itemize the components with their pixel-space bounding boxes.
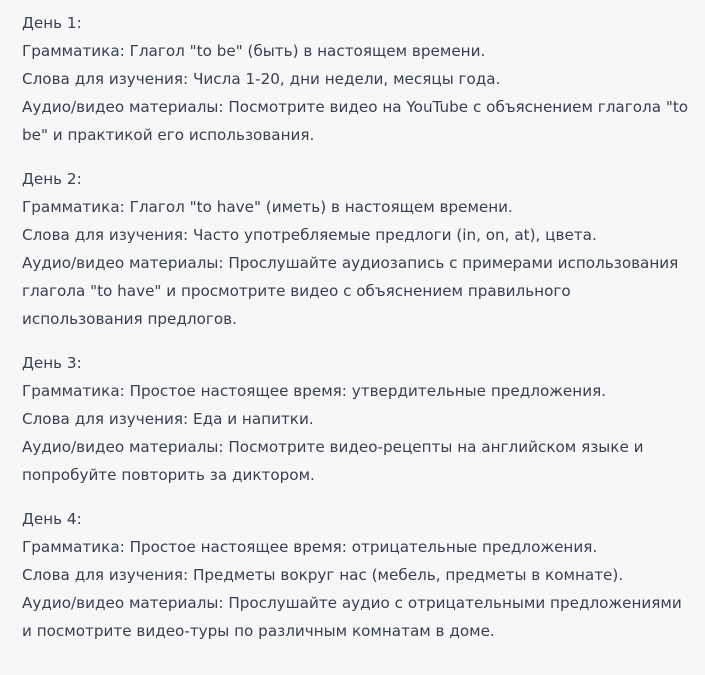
media-line: Аудио/видео материалы: Посмотрите видео-рецепты на английском языке и попробуйте повторить за диктором.	[22, 438, 644, 484]
day-title: День 3:	[22, 354, 82, 372]
media-line: Аудио/видео материалы: Прослушайте аудио с отрицательными предложениями и посмотрите видео-туры по различным комнатам в доме.	[22, 594, 682, 640]
day-title: День 2:	[22, 170, 82, 188]
day-2-block	[22, 165, 695, 333]
grammar-line: Грамматика: Глагол "to have" (иметь) в настоящем времени.	[22, 198, 513, 216]
message-content	[22, 9, 695, 661]
vocabulary-line: Слова для изучения: Числа 1-20, дни недели, месяцы года.	[22, 70, 501, 88]
day-4-block	[22, 505, 695, 645]
vocabulary-line: Слова для изучения: Еда и напитки.	[22, 410, 314, 428]
media-line: Аудио/видео материалы: Прослушайте аудиозапись с примерами использования глагола "to have" и просмотрите видео с объяснением правильного использования предлогов.	[22, 254, 679, 328]
day-title: День 4:	[22, 510, 82, 528]
vocabulary-line: Слова для изучения: Предметы вокруг нас (мебель, предметы в комнате).	[22, 566, 624, 584]
day-3-block	[22, 349, 695, 489]
vocabulary-line: Слова для изучения: Часто употребляемые предлоги (in, on, at), цвета.	[22, 226, 597, 244]
day-title: День 1:	[22, 14, 82, 32]
grammar-line: Грамматика: Простое настоящее время: отрицательные предложения.	[22, 538, 598, 556]
media-line: Аудио/видео материалы: Посмотрите видео на YouTube с объяснением глагола "to be" и практикой его использования.	[22, 98, 689, 144]
grammar-line: Грамматика: Глагол "to be" (быть) в настоящем времени.	[22, 42, 486, 60]
day-1-block	[22, 9, 695, 149]
grammar-line: Грамматика: Простое настоящее время: утвердительные предложения.	[22, 382, 607, 400]
